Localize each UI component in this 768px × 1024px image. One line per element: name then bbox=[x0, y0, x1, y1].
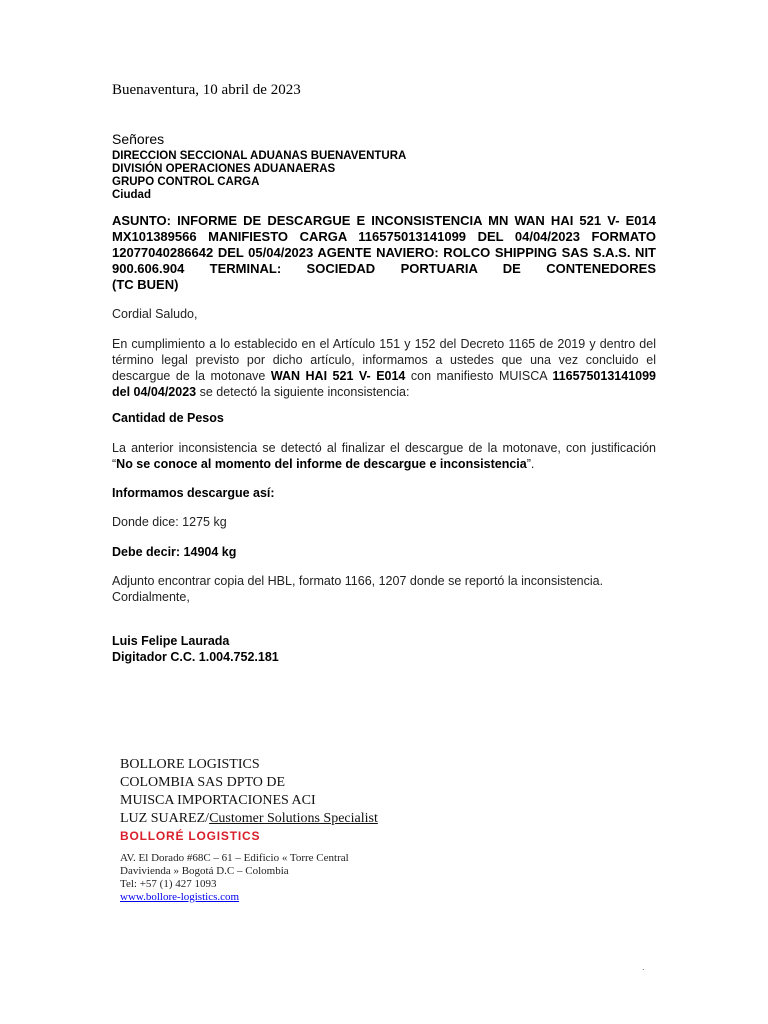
quote-open: “ bbox=[112, 457, 117, 471]
closing: Cordialmente, bbox=[112, 590, 190, 604]
paragraph2-line-1: La anterior inconsistencia se detectó al finalizar el descargue de la motonave, con justificación bbox=[112, 441, 656, 455]
phone-line: Tel: +57 (1) 427 1093 bbox=[120, 878, 217, 890]
donde-dice: Donde dice: 1275 kg bbox=[112, 515, 227, 529]
address-line-1: AV. El Dorado #68C – 61 – Edificio « Torre Central bbox=[120, 852, 349, 864]
subject-block bbox=[112, 213, 656, 293]
attachment-note: Adjunto encontrar copia del HBL, formato 1166, 1207 donde se reportó la inconsistencia. bbox=[112, 574, 604, 588]
paragraph-justification bbox=[112, 440, 656, 472]
address-block bbox=[120, 852, 349, 904]
debe-decir: Debe decir: 14904 kg bbox=[112, 545, 237, 559]
paragraph1-line-1: En cumplimiento a lo establecido en el Artículo 151 y 152 del Decreto 1165 de 2019 y dentro del bbox=[112, 337, 656, 351]
recipient-line-3: GRUPO CONTROL CARGA bbox=[112, 176, 260, 188]
subject-line-5: (TC BUEN) bbox=[112, 277, 179, 292]
company-line-1: BOLLORE LOGISTICS bbox=[120, 757, 260, 772]
quote-close: ”. bbox=[526, 457, 535, 471]
recipient-line-2: DIVISIÓN OPERACIONES ADUANAERAS bbox=[112, 163, 336, 175]
recipient-city: Ciudad bbox=[112, 189, 151, 201]
salutation: Cordial Saludo, bbox=[112, 307, 198, 321]
subject-line-4: 900.606.904 TERMINAL: SOCIEDAD PORTUARIA DE CONTENEDORES bbox=[112, 261, 656, 276]
company-line-3: MUISCA IMPORTACIONES ACI bbox=[120, 793, 316, 808]
paragraph1-line-3-mid: con manifiesto MUISCA bbox=[405, 369, 553, 383]
heading-report: Informamos descargue así: bbox=[112, 486, 275, 500]
paragraph1-line-2: término legal previsto por dicho artículo, informamos a ustedes que una vez concluido el bbox=[112, 353, 656, 367]
bollore-logo: BOLLORÉ LOGISTICS bbox=[120, 829, 261, 843]
signer-role: Digitador C.C. 1.004.752.181 bbox=[112, 650, 279, 664]
justification-text: No se conoce al momento del informe de descargue e inconsistencia bbox=[116, 457, 527, 471]
recipient-line-1: DIRECCION SECCIONAL ADUANAS BUENAVENTURA bbox=[112, 150, 407, 162]
subject-line-3: 1207704028664​2 DEL 05/04/2023 AGENTE NAVIERO: ROLCO SHIPPING SAS S.A.S. NIT bbox=[112, 245, 656, 260]
contact-title: Customer Solutions Specialist bbox=[209, 811, 378, 826]
paragraph1-line-3-text: descargue de la motonave bbox=[112, 369, 271, 383]
subject-line-2: MX101389566 MANIFIESTO CARGA 116575013141099 DEL 04/04/2023 FORMATO bbox=[112, 229, 656, 244]
manifest-number: 116575013141099 bbox=[552, 369, 656, 383]
paragraph1-line-4-text: se detectó la siguiente inconsistencia: bbox=[196, 385, 410, 399]
signer-name: Luis Felipe Laurada bbox=[112, 634, 230, 648]
paragraph1-line-3 bbox=[112, 368, 656, 384]
subject-line-1: ASUNTO: INFORME DE DESCARGUE E INCONSISTENCIA MN WAN HAI 521 V- E014 bbox=[112, 213, 656, 228]
paragraph2-line-2 bbox=[112, 456, 656, 472]
footer-signature bbox=[120, 756, 378, 828]
corner-mark: . bbox=[642, 962, 645, 972]
paragraph-compliance bbox=[112, 336, 656, 400]
website-link[interactable]: www.bollore-logistics.com bbox=[120, 891, 240, 903]
company-line-2: COLOMBIA SAS DPTO DE bbox=[120, 775, 286, 790]
address-line-2: Davivienda » Bogotá D.C – Colombia bbox=[120, 865, 289, 877]
vessel-name: WAN HAI 521 V- E014 bbox=[270, 369, 406, 383]
contact-line bbox=[120, 810, 378, 828]
place-date: Buenaventura, 10 abril de 2023 bbox=[112, 82, 301, 98]
paragraph1-line-4 bbox=[112, 384, 656, 400]
contact-name: LUZ SUAREZ/ bbox=[120, 811, 210, 826]
greeting: Señores bbox=[112, 131, 165, 147]
heading-quantity: Cantidad de Pesos bbox=[112, 411, 224, 425]
manifest-date: del 04/04/2023 bbox=[112, 385, 197, 399]
